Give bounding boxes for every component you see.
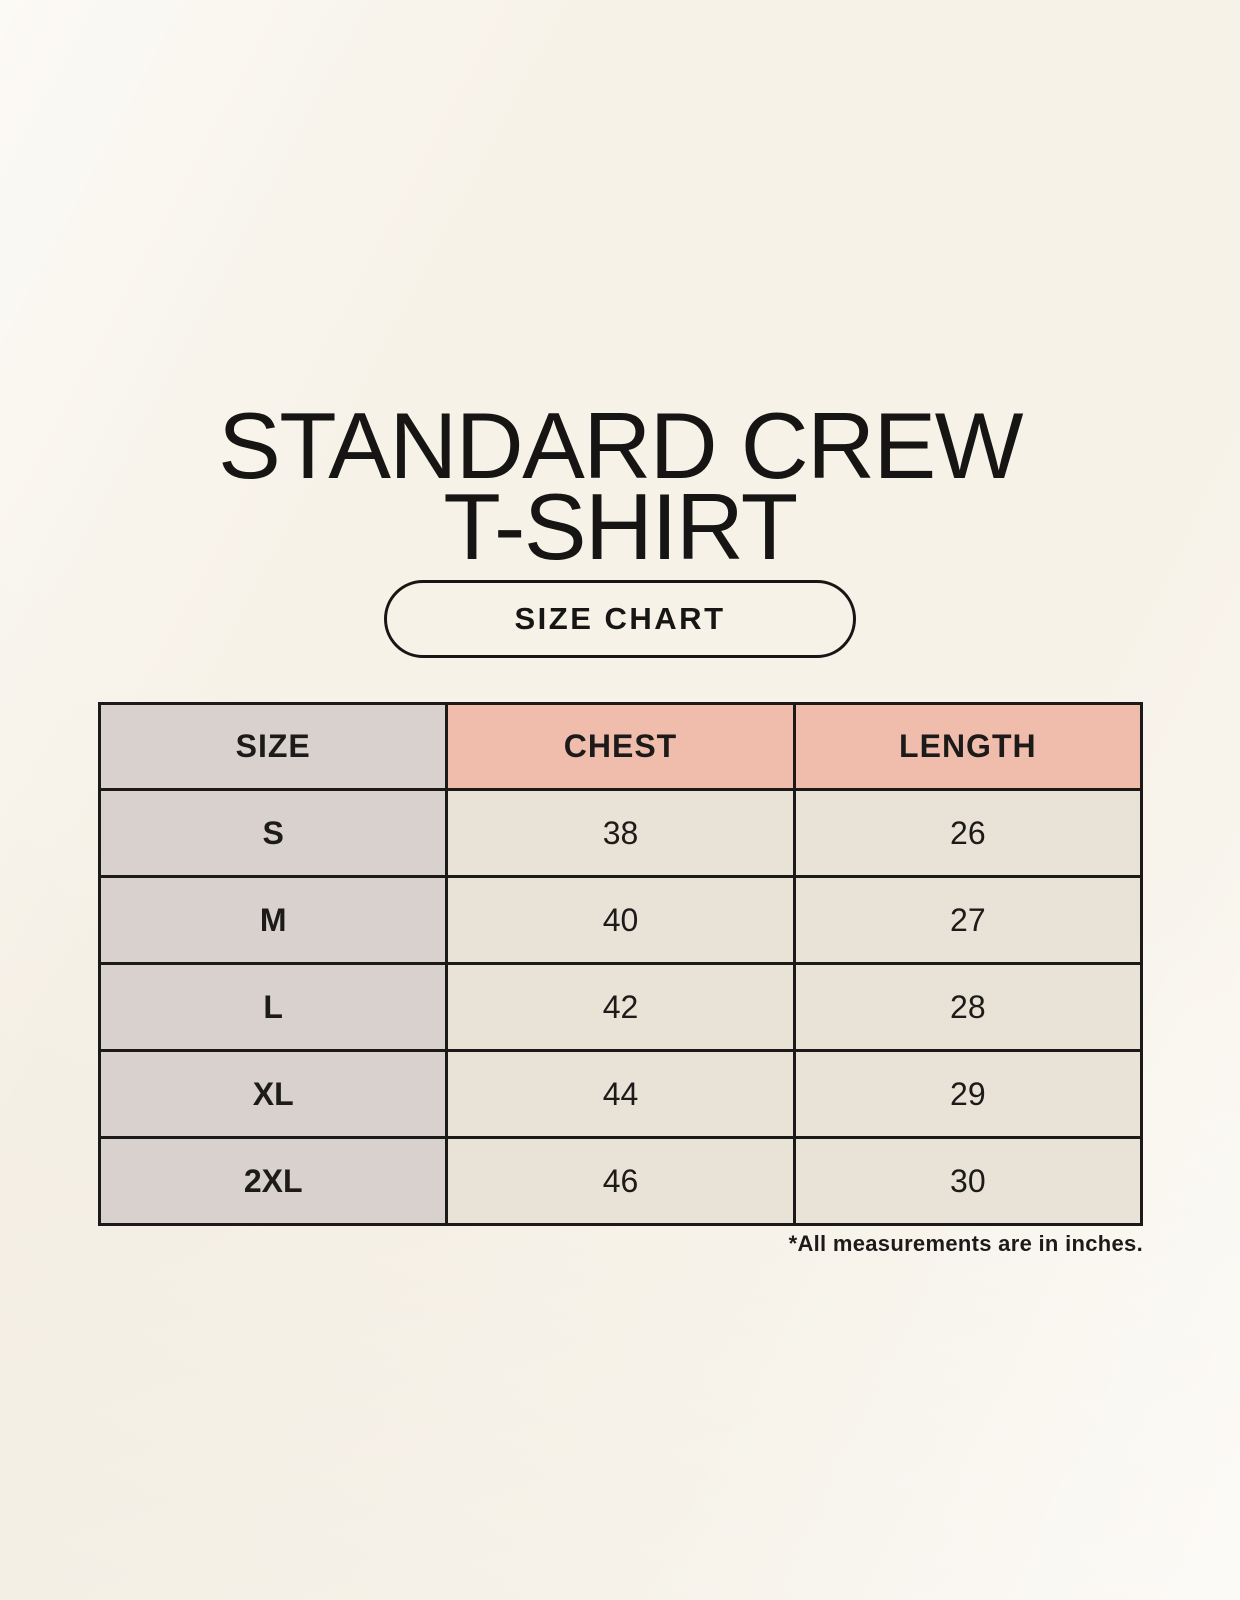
table-row bbox=[100, 1138, 1142, 1225]
chest-cell: 44 bbox=[447, 1051, 794, 1138]
page-title-line-1: STANDARD CREW bbox=[218, 392, 1022, 498]
size-cell: L bbox=[100, 964, 447, 1051]
chest-cell: 46 bbox=[447, 1138, 794, 1225]
page-title bbox=[0, 392, 1240, 579]
table-row bbox=[100, 790, 1142, 877]
table-header-row bbox=[100, 704, 1142, 790]
page-title-line-2: T-SHIRT bbox=[443, 473, 797, 579]
length-cell: 27 bbox=[794, 877, 1141, 964]
size-cell: XL bbox=[100, 1051, 447, 1138]
size-cell: S bbox=[100, 790, 447, 877]
chest-cell: 42 bbox=[447, 964, 794, 1051]
column-header-chest: CHEST bbox=[447, 704, 794, 790]
length-cell: 30 bbox=[794, 1138, 1141, 1225]
measurement-note: *All measurements are in inches. bbox=[788, 1231, 1143, 1256]
size-chart-button[interactable] bbox=[384, 580, 856, 658]
column-header-length: LENGTH bbox=[794, 704, 1141, 790]
size-cell: 2XL bbox=[100, 1138, 447, 1225]
table-row bbox=[100, 964, 1142, 1051]
column-header-size: SIZE bbox=[100, 704, 447, 790]
size-table bbox=[98, 702, 1143, 1226]
length-cell: 29 bbox=[794, 1051, 1141, 1138]
size-chart-button-label: SIZE CHART bbox=[514, 601, 726, 636]
table-row bbox=[100, 877, 1142, 964]
chest-cell: 40 bbox=[447, 877, 794, 964]
length-cell: 28 bbox=[794, 964, 1141, 1051]
chest-cell: 38 bbox=[447, 790, 794, 877]
table-row bbox=[100, 1051, 1142, 1138]
size-cell: M bbox=[100, 877, 447, 964]
length-cell: 26 bbox=[794, 790, 1141, 877]
